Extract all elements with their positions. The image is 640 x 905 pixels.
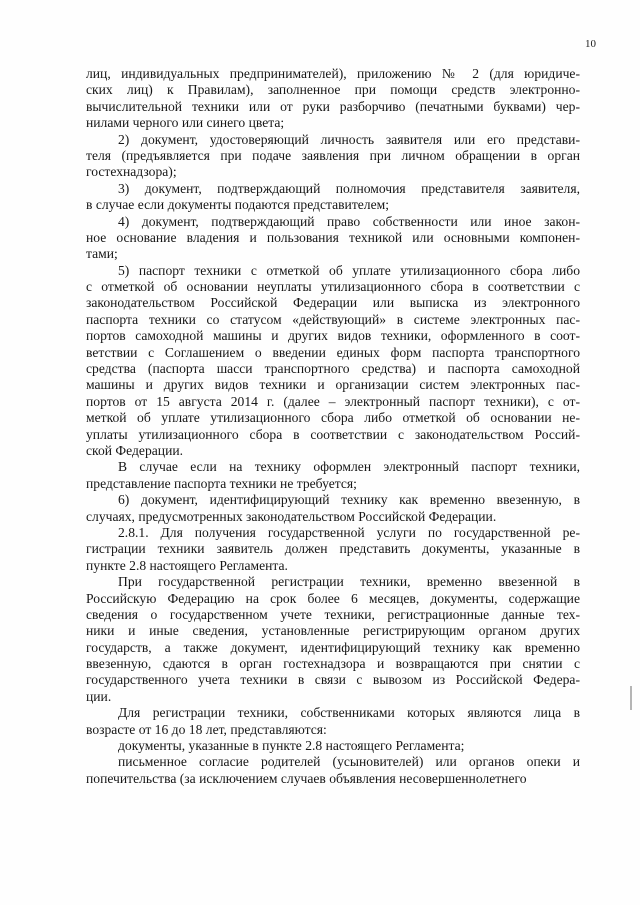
- text-line: 6) документ, идентифицирующий технику как временно ввезенную, в: [118, 492, 580, 508]
- text-line: законодательством Российской Федерации или выписка из электронного: [86, 295, 580, 311]
- paragraph-p4: [86, 214, 580, 263]
- text-line: нилами черного или синего цвета;: [86, 115, 285, 131]
- text-line: письменное согласие родителей (усыновителей) или органов опеки и: [118, 754, 580, 770]
- paragraph-p5: [86, 263, 580, 460]
- text-line: государств, а также документ, идентифицирующий технику как временно: [86, 639, 580, 655]
- text-line: гостехнадзора);: [86, 164, 177, 180]
- text-line: машины и других видов техники и организации систем электронных пас-: [86, 377, 580, 393]
- text-line: ции.: [86, 688, 112, 704]
- text-line: паспорта техники со статусом «действующий» в системе электронных пас-: [86, 311, 580, 327]
- paragraph-p11: [86, 738, 580, 754]
- text-line: случаях, предусмотренных законодательством Российской Федерации.: [86, 508, 497, 524]
- text-line: уплаты утилизационного сбора в соответствии с законодательством Россий-: [86, 426, 580, 442]
- paragraph-p1: [86, 66, 580, 132]
- text-line: 4) документ, подтверждающий право собственности или иное закон-: [118, 213, 580, 229]
- text-line: ввезенную, сдаются в орган гостехнадзора и возвращаются при снятии с: [86, 656, 580, 672]
- text-line: ное основание владения и пользования техникой или основными компонен-: [86, 229, 580, 245]
- text-line: ветствии с Соглашением о введении единых форм паспорта транспортного: [86, 344, 580, 360]
- text-line: с отметкой об основании неуплаты утилизационного сбора в соответствии с: [86, 279, 580, 295]
- paragraph-p2: [86, 132, 580, 181]
- text-line: тами;: [86, 246, 118, 262]
- text-line: 2) документ, удостоверяющий личность заявителя или его представи-: [118, 131, 580, 147]
- text-line: представление паспорта техники не требуется;: [86, 475, 357, 491]
- text-line: попечительства (за исключением случаев объявления несовершеннолетнего: [86, 770, 527, 786]
- text-line: гистрации техники заявитель должен представить документы, указанные в: [86, 541, 580, 557]
- paragraph-p10: [86, 705, 580, 738]
- text-line: В случае если на технику оформлен электронный паспорт техники,: [118, 459, 580, 475]
- text-line: портов от 15 августа 2014 г. (далее – электронный паспорт техники), с от-: [86, 393, 580, 409]
- text-line: 3) документ, подтверждающий полномочия представителя заявителя,: [118, 180, 580, 196]
- text-line: пункте 2.8 настоящего Регламента.: [86, 557, 288, 573]
- text-line: 5) паспорт техники с отметкой об уплате утилизационного сбора либо: [118, 262, 580, 278]
- text-line: 2.8.1. Для получения государственной услуги по государственной ре-: [118, 524, 580, 540]
- text-line: портов самоходной машины и других видов техники, оформленного в соот-: [86, 328, 580, 344]
- text-line: ских лиц) к Правилам), заполненное при помощи средств электронно-: [86, 82, 580, 98]
- text-line: ники и иные сведения, установленные регистрирующим органом других: [86, 623, 580, 639]
- text-line: Для регистрации техники, собственниками которых являются лица в: [118, 705, 580, 721]
- paragraph-p12: [86, 754, 580, 787]
- scan-edge-mark: [630, 686, 632, 710]
- text-line: теля (предъявляется при подаче заявления при личном обращении в орган: [86, 147, 580, 163]
- paragraph-p6: [86, 459, 580, 492]
- text-line: в случае если документы подаются представителем;: [86, 197, 389, 213]
- paragraph-p8: [86, 525, 580, 574]
- text-line: лиц, индивидуальных предпринимателей), приложению № 2 (для юридиче-: [86, 66, 580, 81]
- text-line: меткой об уплате утилизационного сбора либо отметкой об основании не-: [86, 410, 580, 426]
- text-line: возрасте от 16 до 18 лет, представляются:: [86, 721, 327, 737]
- page-number: 10: [585, 38, 596, 50]
- text-line: При государственной регистрации техники, временно ввезенной в: [118, 574, 580, 590]
- text-line: ской Федерации.: [86, 442, 184, 458]
- text-line: документы, указанные в пункте 2.8 настоящего Регламента;: [118, 738, 465, 754]
- paragraph-p3: [86, 181, 580, 214]
- text-line: вычислительной техники или от руки разборчиво (печатными буквами) чер-: [86, 98, 580, 114]
- paragraph-p9: [86, 574, 580, 705]
- text-line: сведения о государственном учете техники, регистрационные данные тех-: [86, 606, 580, 622]
- paragraph-p7: [86, 492, 580, 525]
- text-line: государственного учета техники в связи с вывозом из Российской Федера-: [86, 672, 580, 688]
- text-line: Российскую Федерацию на срок более 6 месяцев, документы, содержащие: [86, 590, 580, 606]
- text-line: средства (паспорта шасси транспортного средства) и паспорта самоходной: [86, 361, 580, 377]
- document-body: [86, 66, 580, 787]
